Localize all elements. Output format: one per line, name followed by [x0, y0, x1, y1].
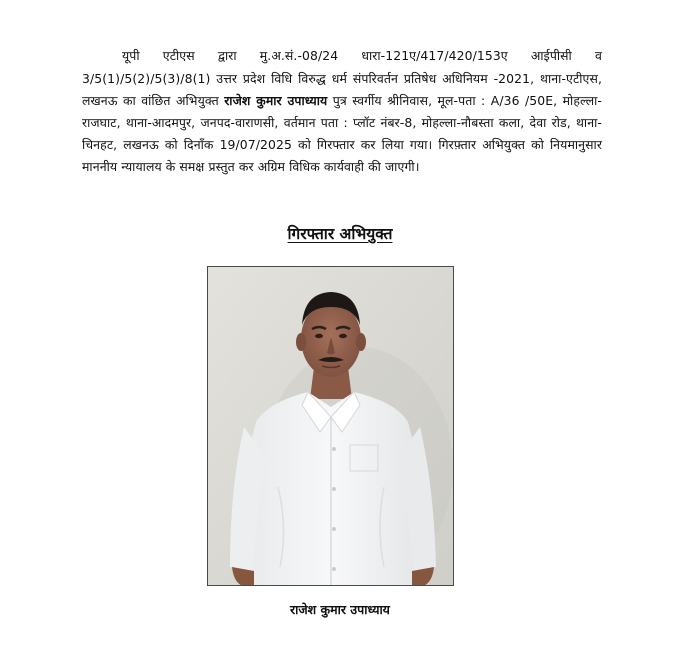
report-text-lead: यूपी एटीएस द्वारा मु.अ.सं.-08/24 धारा-121ए/417/420/153ए आईपीसी व 3/5(1)/5(2)/5(3)/8(1) उत्तर प्रदेश विधि विरुद्ध धर्म संपरिवर्तन प्रतिषेध अधिनियम -2021, थाना-एटीएस, लखनऊ का वांछित अभियुक्त: [82, 48, 602, 108]
arrest-report-paragraph: [82, 45, 602, 178]
accused-photo: [207, 266, 454, 586]
section-heading: गिरफ्तार अभियुक्त: [287, 225, 393, 243]
report-text-rest: पुत्र स्वर्गीय श्रीनिवास, मूल-पता : A/36 /50E, मोहल्ला-राजघाट, थाना-आदमपुर, जनपद-वाराणसी, वर्तमान पता : प्लॉट नंबर-8, मोहल्ला-नौबस्ता कला, देवा रोड, थाना-चिनहट, लखनऊ को दिनाँक 19/07/2025 को गिरफ्तार कर लिया गया। गिरफ़्तार अभियुक्त को नियमानुसार माननीय न्यायालय के समक्ष प्रस्तुत कर अग्रिम विधिक कार्यवाही की जाएगी।: [82, 92, 602, 175]
accused-name-inline: राजेश कुमार उपाध्याय: [224, 92, 328, 108]
photo-caption: राजेश कुमार उपाध्याय: [290, 602, 390, 617]
accused-photo-illustration: [208, 267, 454, 586]
